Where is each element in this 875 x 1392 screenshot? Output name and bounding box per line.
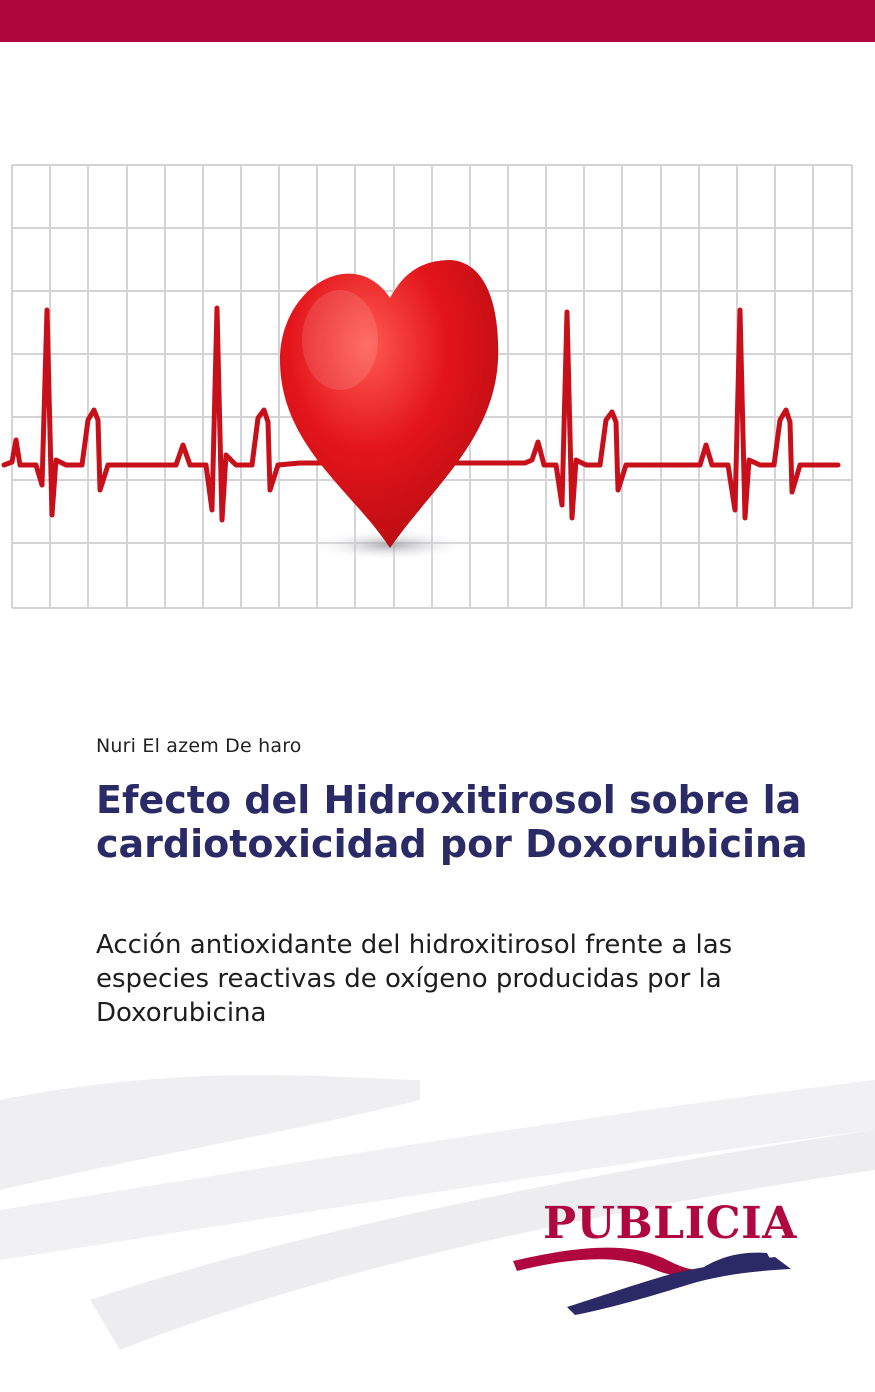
heart-highlight [302, 290, 378, 390]
book-subtitle: Acción antioxidante del hidroxitirosol frente a las especies reactivas de oxígeno producidas por la Doxorubicina [96, 930, 733, 1028]
book-title: Efecto del Hidroxitirosol sobre la cardiotoxicidad por Doxorubicina [96, 778, 808, 866]
heart-ecg-illustration [0, 160, 875, 620]
publisher-logo-text: PUBLICIA [543, 1198, 797, 1249]
top-color-bar [0, 0, 875, 42]
author-name: Nuri El azem De haro [96, 735, 302, 757]
heart-icon [280, 260, 498, 548]
